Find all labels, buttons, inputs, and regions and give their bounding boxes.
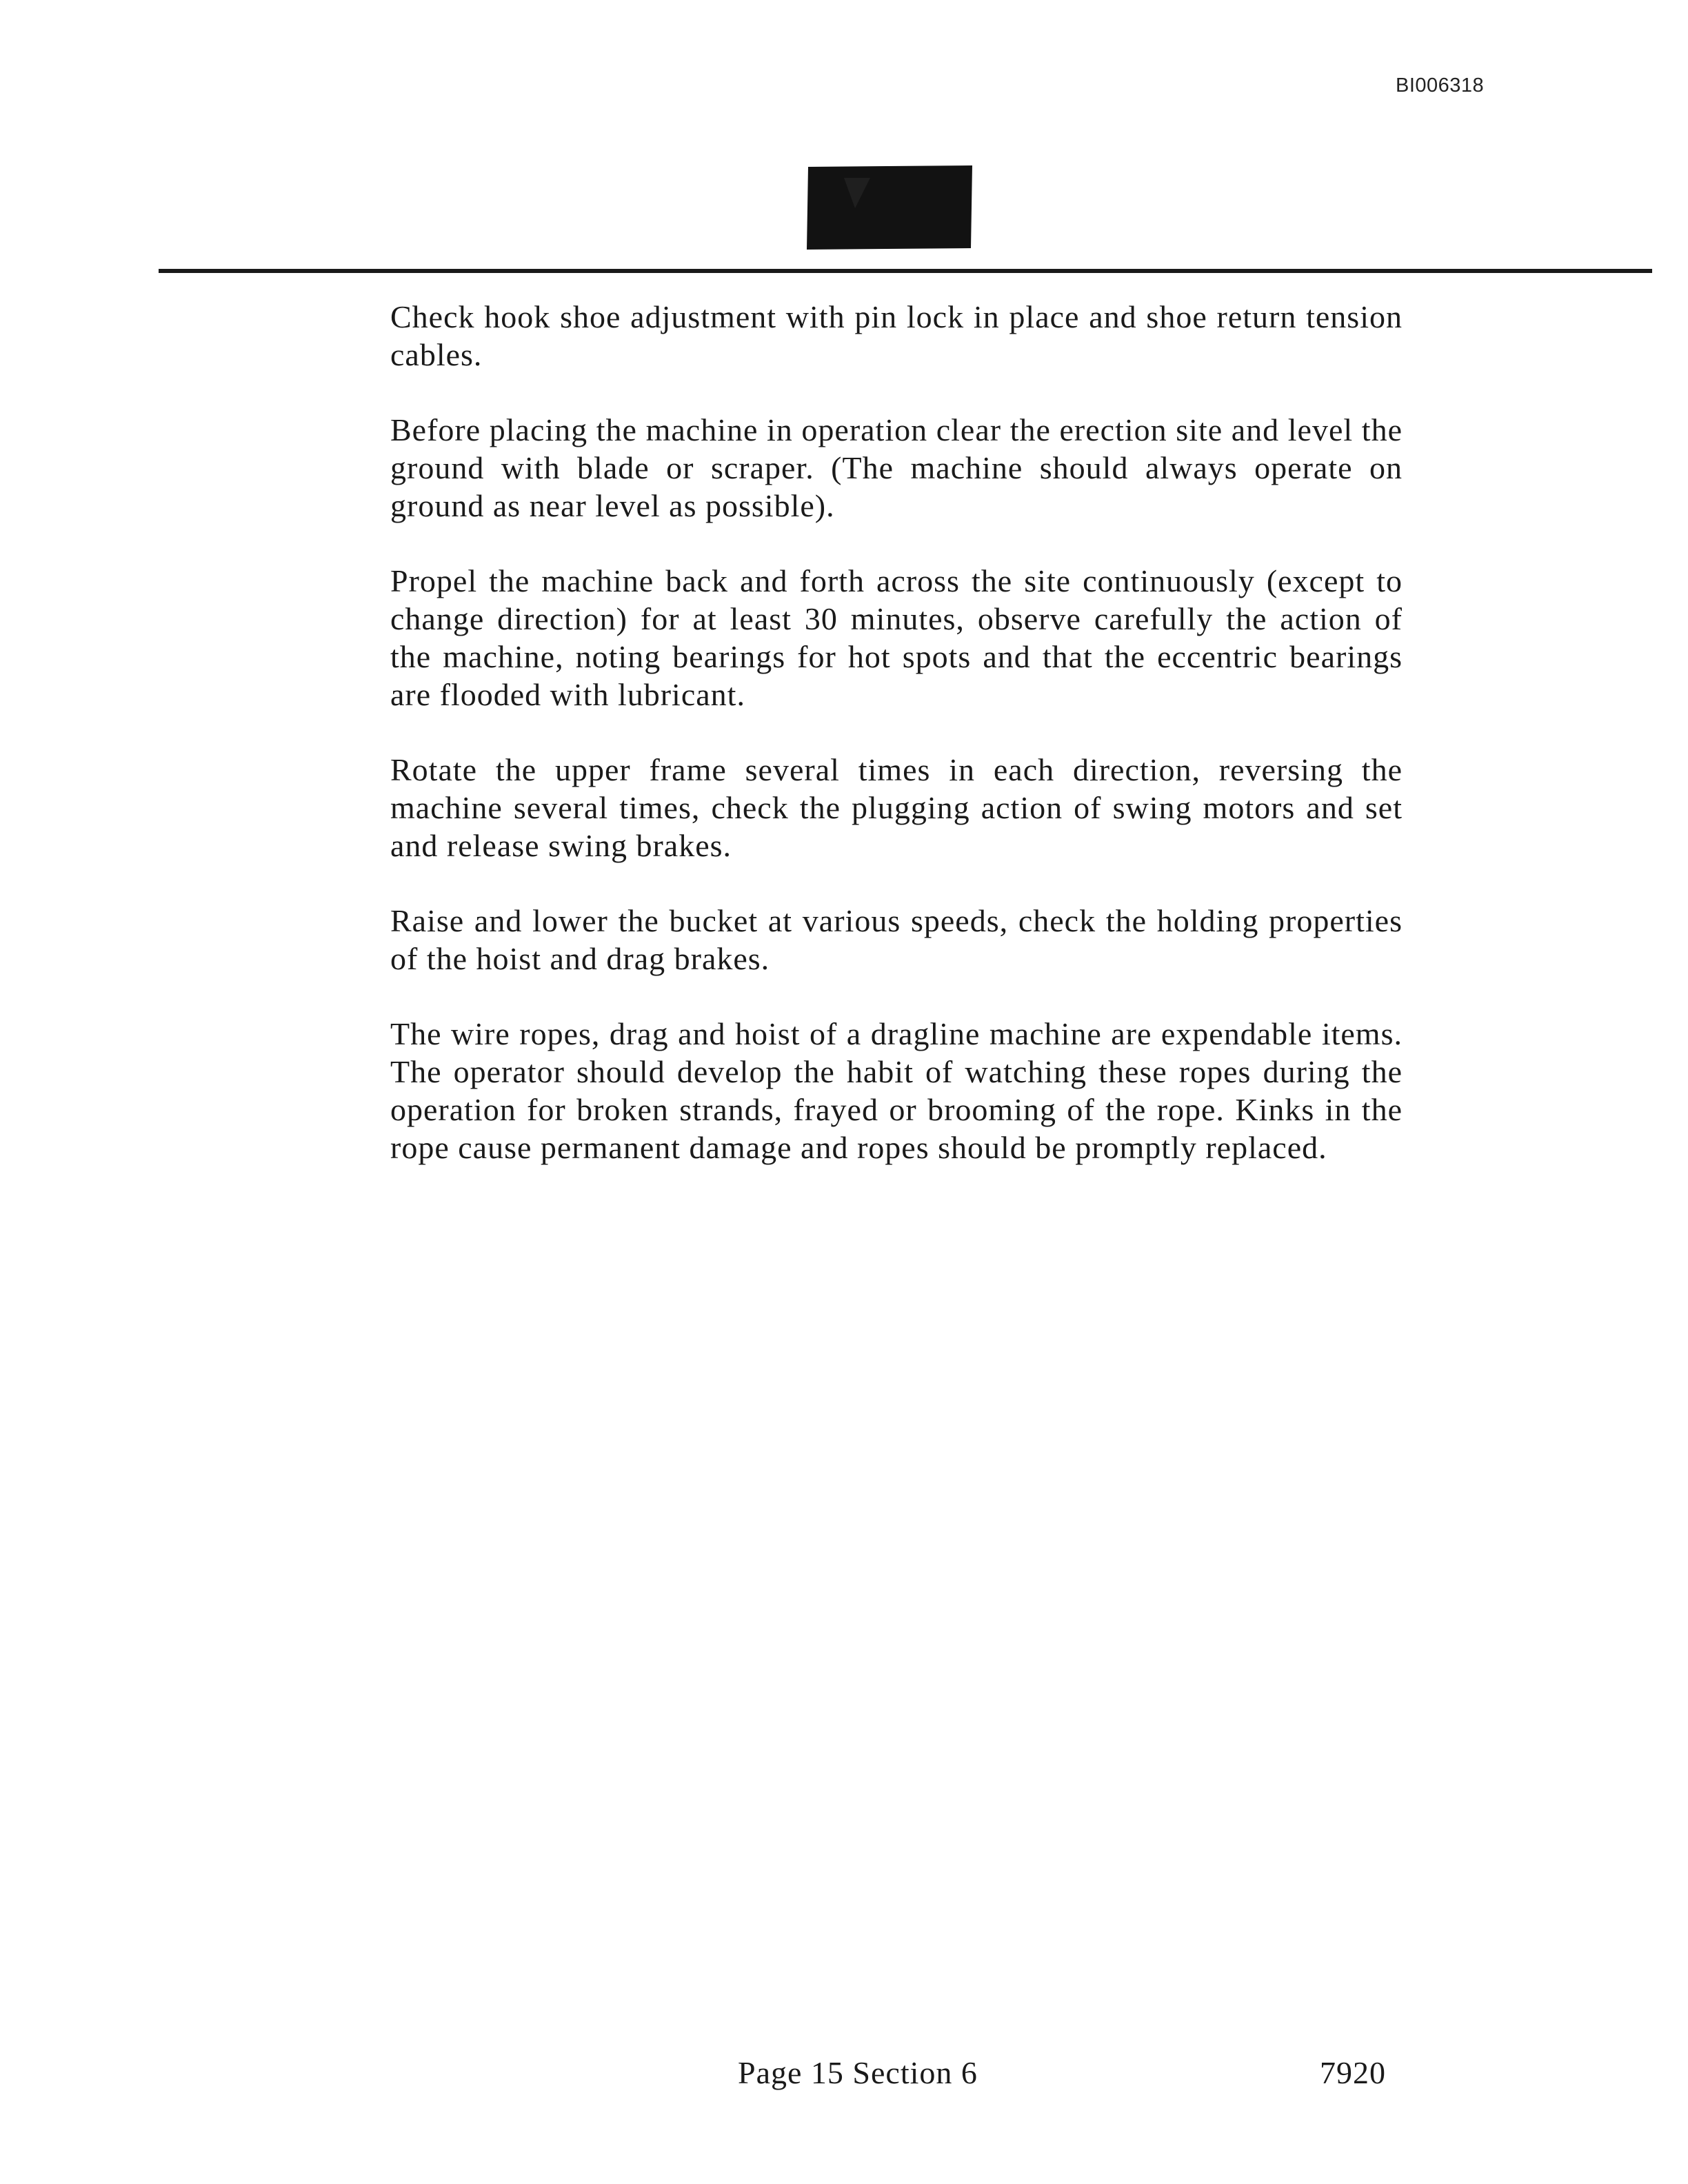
- paragraph-bucket-brakes: Raise and lower the bucket at various speeds, check the holding properties of the hoist and drag brakes.: [390, 903, 1403, 976]
- page-section-label: Page 15 Section 6: [738, 2055, 978, 2090]
- manufacturer-M-logo-icon: [804, 165, 976, 250]
- paragraph-site-preparation: Before placing the machine in operation clear the erection site and level the ground with blade or scraper. (The machine should always operate on ground as near level as possible).: [390, 412, 1403, 523]
- header-rule: [159, 269, 1652, 273]
- body-text: [390, 298, 1403, 1204]
- paragraph-hook-shoe: Check hook shoe adjustment with pin lock in place and shoe return tension cables.: [390, 299, 1403, 372]
- paragraph-wire-ropes: The wire ropes, drag and hoist of a dragline machine are expendable items. The operator should develop the habit of watching these ropes during the operation for broken strands, frayed or brooming of the rope. Kinks in the rope cause permanent damage and ropes should be promptly replaced.: [390, 1016, 1403, 1165]
- document-id: BI006318: [1396, 74, 1485, 97]
- paragraph-rotate-upper-frame: Rotate the upper frame several times in each direction, reversing the machine several times, check the plugging action of swing motors and set and release swing brakes.: [390, 752, 1403, 863]
- document-code: 7920: [1320, 2055, 1386, 2090]
- paragraph-propel-test: Propel the machine back and forth across the site continuously (except to change direction) for at least 30 minutes, observe carefully the action of the machine, noting bearings for hot spots and that the eccentric bearings are flooded with lubricant.: [390, 563, 1403, 712]
